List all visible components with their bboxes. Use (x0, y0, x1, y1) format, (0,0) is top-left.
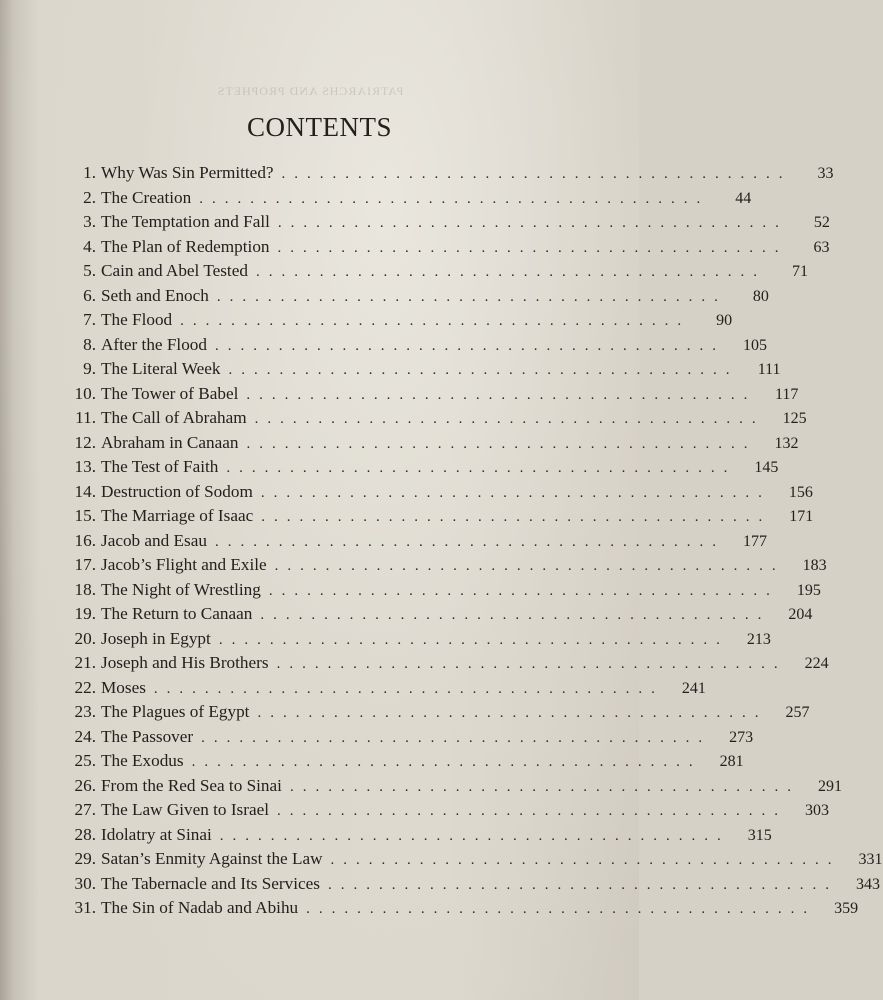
toc-entry (66, 310, 733, 335)
show-through-header: PATRIARCHS AND PROPHETS (216, 84, 404, 98)
chapter-number: 12. (74, 432, 96, 452)
page-number: 33 (817, 165, 834, 182)
chapter-title: The Temptation and Fall (101, 212, 270, 231)
page-number: 90 (716, 312, 733, 329)
dot-leader: ........................................ (214, 533, 725, 550)
toc-entry (66, 849, 883, 874)
chapter-number: 18. (74, 579, 96, 599)
page-number: 111 (757, 361, 781, 378)
dot-leader: ........................................ (330, 852, 841, 868)
page-number: 44 (735, 189, 752, 207)
chapter-title: The Plagues of Egypt (101, 702, 250, 721)
page-number: 273 (729, 728, 754, 746)
chapter-number: 23. (74, 702, 96, 721)
chapter-title: The Passover (101, 726, 194, 746)
dot-leader: ........................................ (260, 607, 771, 623)
page-number: 145 (754, 459, 779, 476)
chapter-number: 2. (83, 187, 96, 207)
toc-entry (66, 481, 813, 507)
toc-entry (66, 383, 799, 409)
toc-entry (66, 359, 781, 384)
chapter-number: 7. (83, 310, 96, 329)
toc-entry (66, 775, 842, 801)
chapter-number: 21. (74, 653, 96, 672)
chapter-number: 14. (74, 481, 96, 501)
chapter-number: 3. (83, 212, 96, 231)
page-number: 71 (791, 263, 808, 280)
dot-leader: ........................................ (246, 386, 757, 403)
page-number: 204 (788, 606, 813, 623)
chapter-title: The Tabernacle and Its Services (101, 873, 320, 893)
toc-entry (66, 751, 744, 776)
chapter-number: 10. (74, 383, 96, 403)
dot-leader: ........................................ (255, 264, 766, 280)
toc-entry (66, 824, 772, 850)
page-number: 195 (796, 581, 821, 599)
chapter-title: Abraham in Canaan (101, 432, 239, 452)
chapter-title: Moses (101, 677, 146, 697)
chapter-title: The Tower of Babel (101, 383, 239, 403)
toc-entry (66, 212, 830, 237)
page-number: 315 (747, 826, 772, 844)
dot-leader: ........................................ (254, 411, 765, 427)
chapter-number: 27. (74, 800, 96, 819)
chapter-title: The Call of Abraham (101, 408, 247, 427)
dot-leader: ........................................ (274, 558, 785, 574)
chapter-title: The Plan of Redemption (101, 236, 270, 256)
chapter-number: 30. (74, 873, 96, 893)
page-number: 177 (742, 532, 767, 550)
dot-leader: ........................................ (277, 215, 788, 231)
toc-entry (66, 285, 769, 311)
chapter-title: From the Red Sea to Sinai (101, 775, 282, 795)
dot-leader: ........................................ (180, 313, 691, 329)
chapter-title: Cain and Abel Tested (101, 261, 248, 280)
dot-leader: ........................................ (191, 754, 702, 770)
chapter-title: The Creation (101, 187, 192, 207)
chapter-title: Jacob’s Flight and Exile (101, 555, 267, 574)
chapter-number: 26. (74, 775, 96, 795)
toc-entry (66, 653, 829, 678)
dot-leader: ........................................ (277, 239, 788, 256)
page-number: 156 (788, 483, 813, 501)
dot-leader: ........................................ (257, 705, 768, 721)
chapter-number: 11. (75, 408, 96, 427)
dot-leader: ........................................ (306, 901, 817, 917)
toc-entry (66, 457, 779, 482)
page-number: 183 (802, 557, 827, 574)
chapter-title: After the Flood (101, 334, 207, 354)
toc-entry (66, 726, 754, 752)
dot-leader: ........................................ (218, 631, 729, 648)
chapter-number: 9. (83, 359, 96, 378)
chapter-number: 24. (74, 726, 96, 746)
chapter-title: Satan’s Enmity Against the Law (101, 849, 323, 868)
dot-leader: ........................................ (276, 656, 787, 672)
chapter-title: The Law Given to Israel (101, 800, 269, 819)
chapter-title: The Exodus (101, 751, 184, 770)
chapter-number: 8. (83, 334, 96, 354)
dot-leader: ........................................ (199, 190, 710, 207)
chapter-number: 29. (74, 849, 96, 868)
page-number: 63 (813, 238, 830, 256)
chapter-title: The Sin of Nadab and Abihu (101, 898, 299, 917)
chapter-title: The Marriage of Isaac (101, 506, 254, 525)
chapter-title: Why Was Sin Permitted? (101, 163, 274, 182)
dot-leader: ........................................ (327, 876, 838, 893)
page-number: 132 (774, 434, 799, 452)
toc-entry (66, 873, 880, 899)
toc-entry (66, 506, 814, 531)
chapter-number: 19. (74, 604, 96, 623)
dot-leader: ........................................ (289, 778, 800, 795)
page-number: 171 (789, 508, 814, 525)
page-title: CONTENTS (247, 112, 392, 142)
dot-leader: ........................................ (228, 362, 739, 378)
chapter-number: 17. (74, 555, 96, 574)
page-number: 125 (782, 410, 807, 427)
chapter-title: The Night of Wrestling (101, 579, 261, 599)
page-number: 257 (785, 704, 810, 721)
dot-leader: ........................................ (214, 337, 725, 354)
toc-entry (66, 530, 767, 556)
page-number: 359 (834, 900, 859, 917)
chapter-number: 1. (83, 163, 96, 182)
chapter-number: 15. (74, 506, 96, 525)
toc-entry (66, 555, 827, 580)
page-number: 117 (774, 385, 799, 403)
chapter-title: The Test of Faith (101, 457, 219, 476)
chapter-title: Joseph and His Brothers (101, 653, 269, 672)
page-number: 241 (681, 679, 706, 697)
chapter-number: 13. (74, 457, 96, 476)
toc-entry (66, 677, 706, 703)
page-number: 291 (817, 777, 842, 795)
dot-leader: ........................................ (226, 460, 737, 476)
dot-leader: ........................................ (153, 680, 664, 697)
dot-leader: ........................................ (246, 435, 757, 452)
toc-entry (66, 236, 830, 262)
dot-leader: ........................................ (281, 166, 792, 182)
toc-entry (66, 432, 799, 458)
chapter-number: 20. (74, 628, 96, 648)
chapter-title: The Literal Week (101, 359, 221, 378)
dot-leader: ........................................ (261, 509, 772, 525)
dot-leader: ........................................ (277, 803, 787, 819)
chapter-title: The Return to Canaan (101, 604, 253, 623)
chapter-number: 4. (83, 236, 96, 256)
toc-entry (66, 604, 813, 629)
toc-entry (66, 163, 834, 188)
chapter-title: Destruction of Sodom (101, 481, 253, 501)
page-number: 105 (742, 336, 767, 354)
page-number: 224 (804, 655, 829, 672)
chapter-number: 22. (74, 677, 96, 697)
chapter-title: Seth and Enoch (101, 285, 209, 305)
chapter-title: Joseph in Egypt (101, 628, 211, 648)
toc-entry (66, 628, 771, 654)
page-number: 281 (719, 753, 744, 770)
chapter-title: Jacob and Esau (101, 530, 207, 550)
dot-leader: ........................................ (219, 827, 730, 844)
toc-entry (66, 702, 810, 727)
dot-leader: ........................................ (216, 288, 727, 305)
page-number: 331 (858, 851, 883, 868)
chapter-number: 6. (83, 285, 96, 305)
toc-entry (66, 579, 821, 605)
chapter-number: 31. (74, 898, 96, 917)
toc-entry (66, 187, 752, 213)
chapter-number: 16. (74, 530, 96, 550)
toc-entry (66, 800, 829, 825)
chapter-number: 5. (83, 261, 96, 280)
page-number: 343 (855, 875, 880, 893)
page-number: 213 (746, 630, 771, 648)
dot-leader: ........................................ (268, 582, 779, 599)
chapter-title: The Flood (101, 310, 173, 329)
table-of-contents (66, 163, 883, 923)
page-number: 303 (805, 802, 829, 819)
dot-leader: ........................................ (201, 729, 712, 746)
toc-entry (66, 898, 859, 923)
chapter-number: 28. (74, 824, 96, 844)
toc-entry (66, 408, 807, 433)
chapter-title: Idolatry at Sinai (101, 824, 212, 844)
dot-leader: ........................................ (260, 484, 771, 501)
page-number: 80 (752, 287, 769, 305)
page-number: 52 (813, 214, 830, 231)
toc-entry (66, 261, 808, 286)
chapter-number: 25. (74, 751, 96, 770)
toc-entry (66, 334, 767, 360)
